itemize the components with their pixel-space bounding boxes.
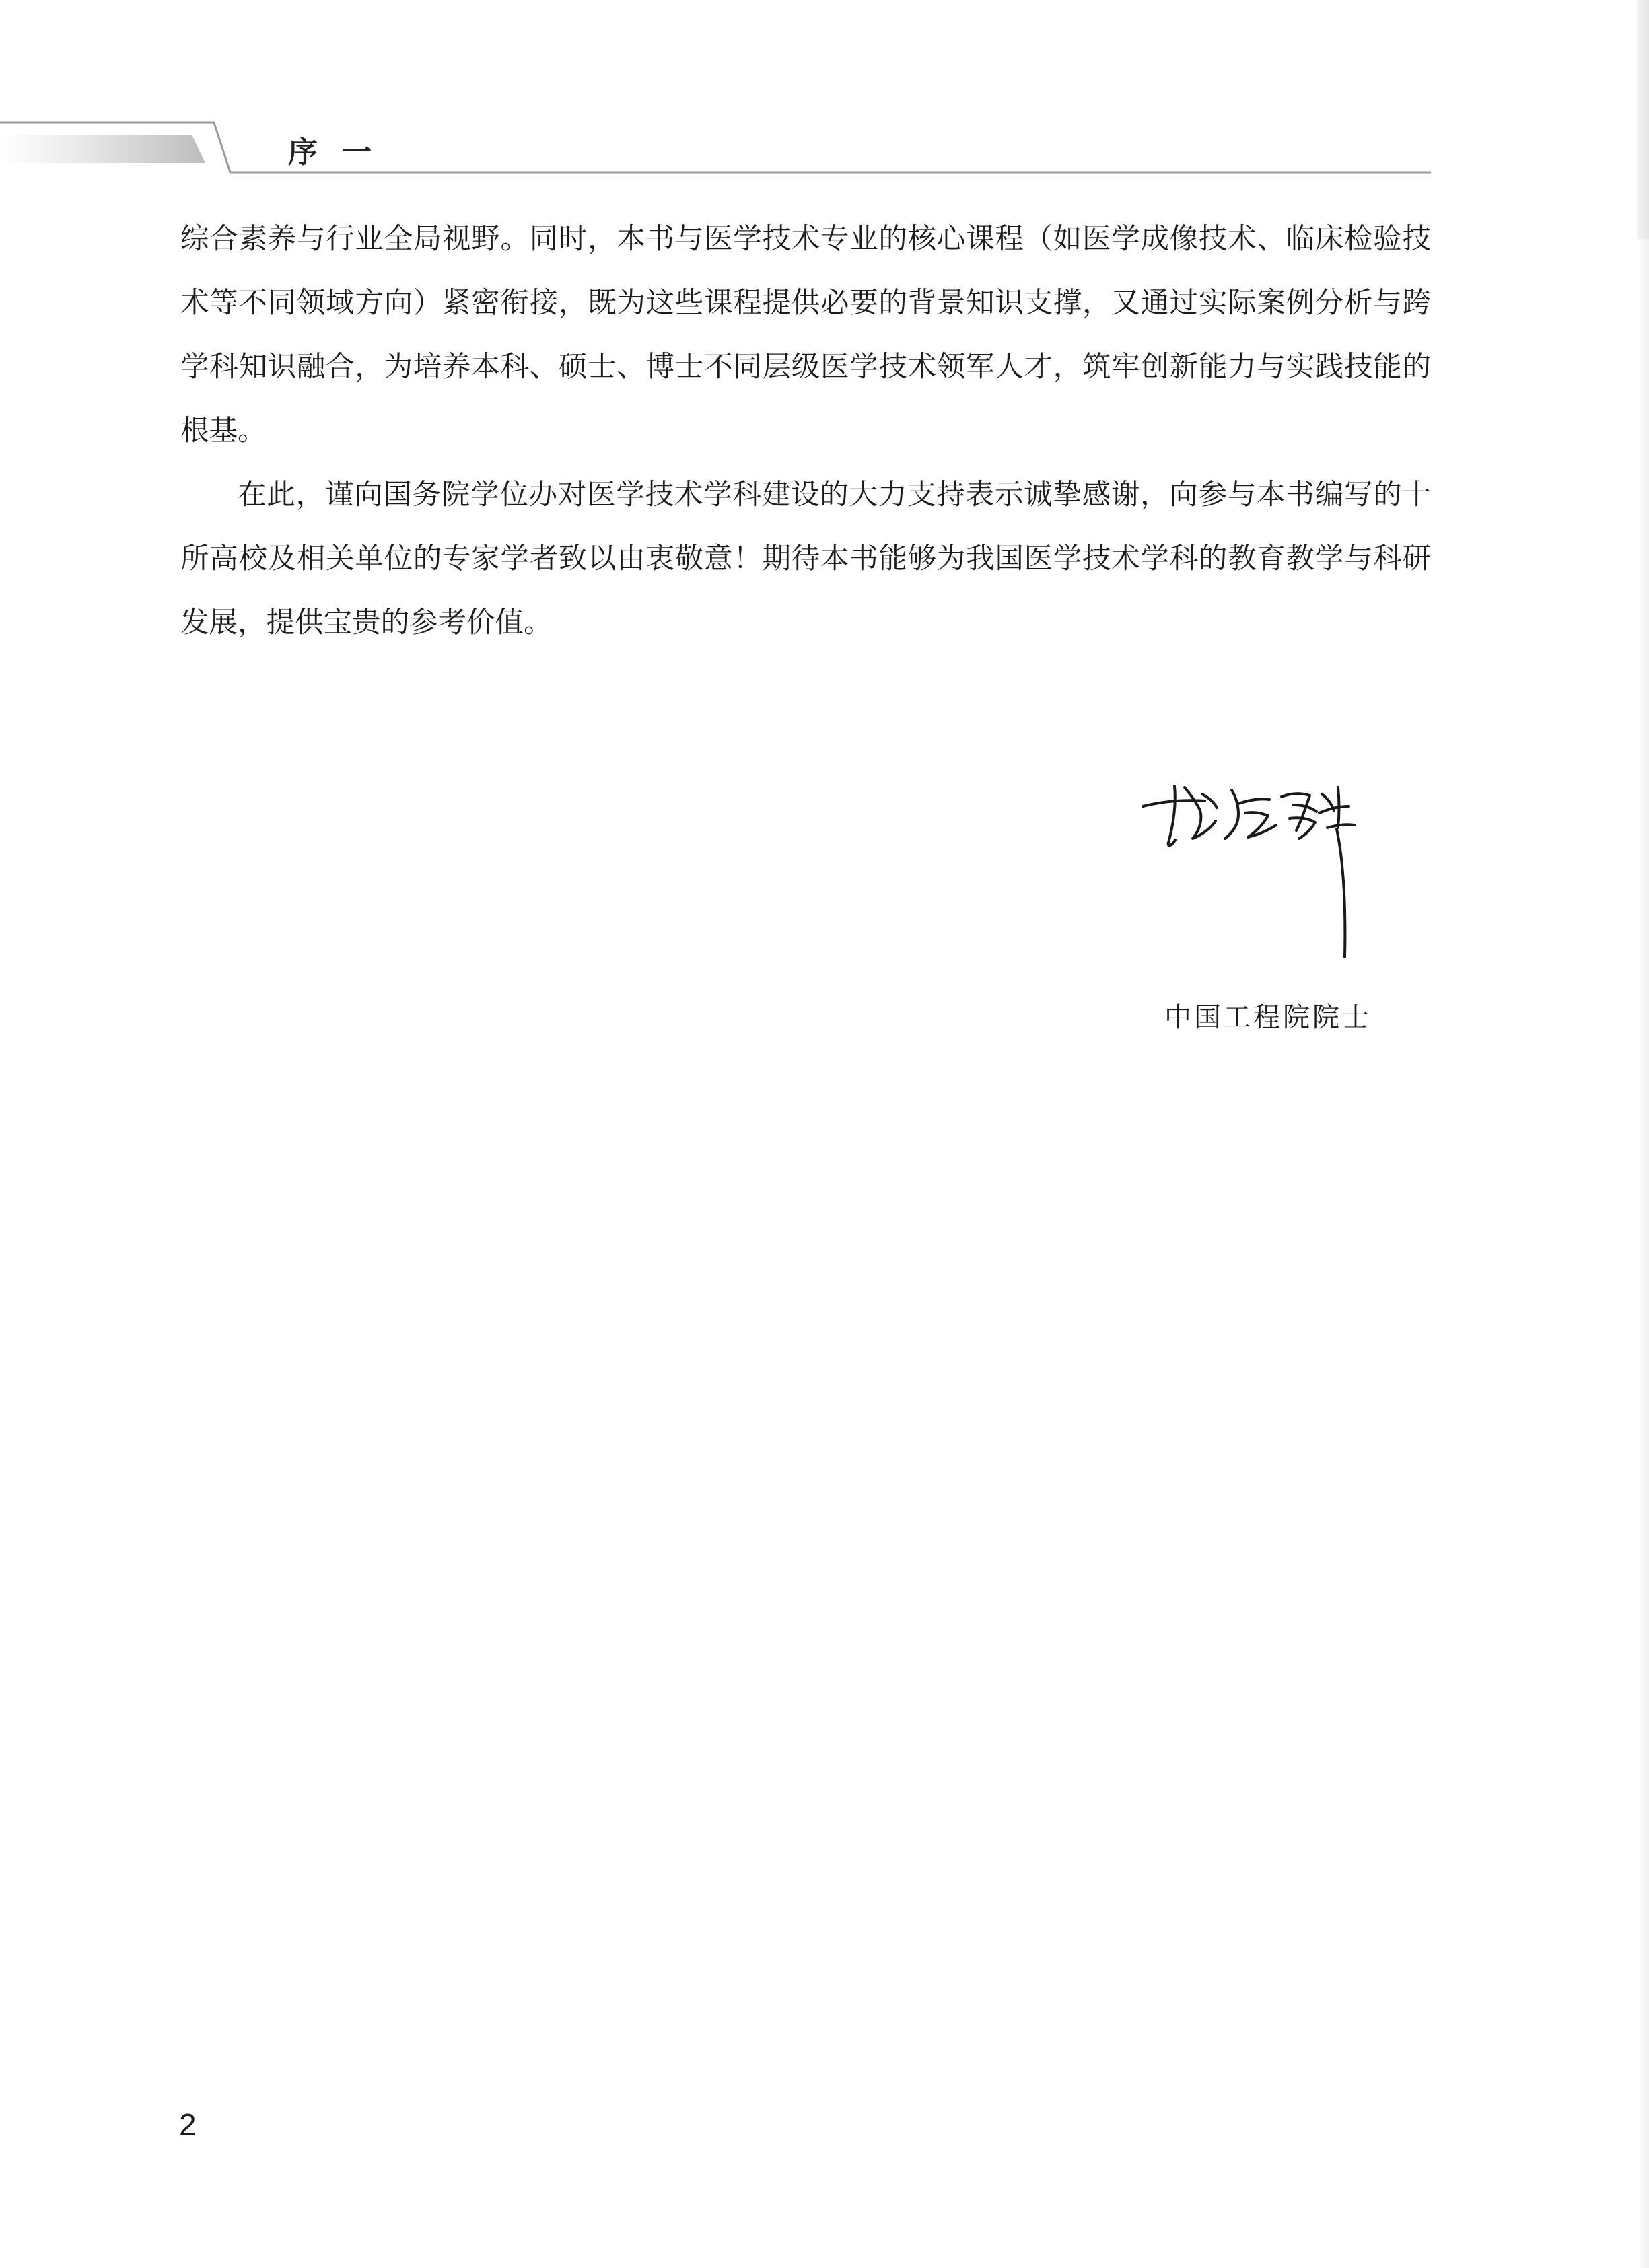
running-header — [0, 114, 1434, 175]
paragraph-1: 综合素养与行业全局视野。同时，本书与医学技术专业的核心课程（如医学成像技术、临床检验技术等不同领域方向）紧密衔接，既为这些课程提供必要的背景知识支撑，又通过实际案例分析与跨学科知识融合，为培养本科、硕士、博士不同层级医学技术领军人才，筑牢创新能力与实践技能的根基。 — [180, 223, 1431, 448]
header-decoration — [0, 114, 1434, 175]
signatory-affiliation: 中国工程院院士 — [1164, 1002, 1372, 1033]
page-edge-shade — [1637, 0, 1649, 239]
body-text — [180, 207, 1431, 655]
page-number: 2 — [179, 2107, 197, 2142]
header-rule — [0, 122, 1431, 172]
handwritten-signature — [1137, 781, 1387, 962]
header-tab-shape — [0, 135, 205, 163]
paragraph-2: 在此，谨向国务院学位办对医学技术学科建设的大力支持表示诚挚感谢，向参与本书编写的十所高校及相关单位的专家学者致以由衷敬意！期待本书能够为我国医学技术学科的教育教学与科研发展，提供宝贵的参考价值。 — [180, 479, 1431, 639]
header-title: 序一 — [288, 135, 396, 170]
page-edge-shadow — [1637, 0, 1649, 2268]
